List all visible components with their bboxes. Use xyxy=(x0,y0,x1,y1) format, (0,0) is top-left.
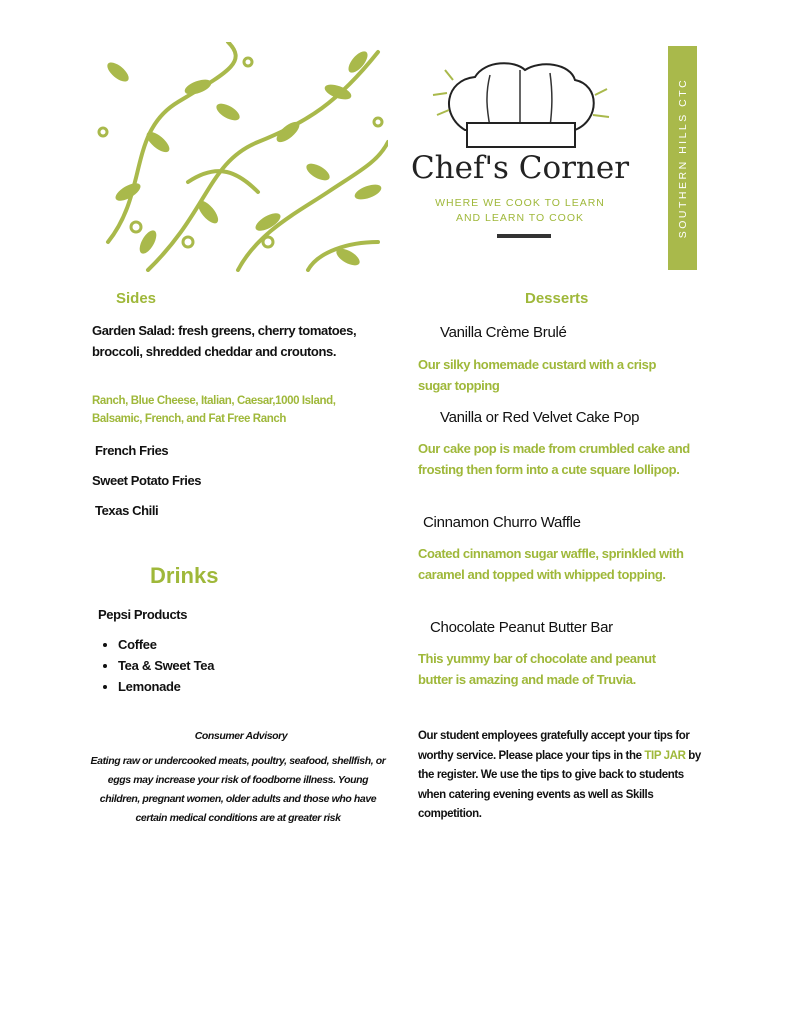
dressings-list: Ranch, Blue Cheese, Italian, Caesar,1000 Island, Balsamic, French, and Fat Free Ranch xyxy=(92,395,336,425)
dessert-description: Our silky homemade custard with a crisp sugar topping xyxy=(418,357,656,393)
side-banner-text: SOUTHERN HILLS CTC xyxy=(676,77,689,239)
dessert-name: Vanilla or Red Velvet Cake Pop xyxy=(440,409,640,426)
drink-item: • Lemonade xyxy=(118,676,214,697)
dessert-name: Vanilla Crème Brulé xyxy=(440,324,567,341)
tagline-line-1: WHERE WE COOK TO LEARN xyxy=(435,197,605,209)
side-item: Sweet Potato Fries xyxy=(92,473,202,488)
chef-hat-icon xyxy=(425,55,615,155)
desserts-heading: Desserts xyxy=(525,290,589,307)
dessert-description: This yummy bar of chocolate and peanut butter is amazing and made of Truvia. xyxy=(418,651,656,687)
drink-item: • Coffee xyxy=(118,634,214,655)
advisory-title: Consumer Advisory xyxy=(194,730,288,742)
side-banner xyxy=(668,46,697,270)
sides-heading: Sides xyxy=(116,290,157,307)
side-item: Texas Chili xyxy=(95,503,159,518)
drink-item: • Tea & Sweet Tea xyxy=(118,655,214,676)
dessert-name: Chocolate Peanut Butter Bar xyxy=(430,619,613,636)
tips-note xyxy=(418,727,703,825)
logo-title: Chef's Corner xyxy=(410,150,630,186)
salad-description: Garden Salad: fresh greens, cherry tomatoes, broccoli, shredded cheddar and croutons. xyxy=(92,323,357,359)
dessert-description: Our cake pop is made from crumbled cake and frosting then form into a cute square lollipop. xyxy=(418,441,690,477)
vine-illustration xyxy=(88,42,388,272)
tips-text: Our student employees gratefully accept your tips for worthy service. Please place your tips in the xyxy=(418,730,690,762)
drinks-subheading: Pepsi Products xyxy=(98,607,188,622)
advisory-text: Eating raw or undercooked meats, poultry, seafood, shellfish, or eggs may increase your risk of foodborne illness. Young children, pregnant women, older adults and those who have certain medical conditions are at greater risk xyxy=(90,755,386,824)
logo-divider xyxy=(497,234,551,238)
tagline-line-2: AND LEARN TO COOK xyxy=(455,212,585,224)
logo-tagline xyxy=(405,196,635,226)
tips-text: by the register. We use the tips to give back to students when catering evening events as well as Skills competition. xyxy=(418,749,701,820)
dessert-name: Cinnamon Churro Waffle xyxy=(423,514,581,531)
drinks-heading: Drinks xyxy=(150,563,219,588)
dessert-description: Coated cinnamon sugar waffle, sprinkled with caramel and topped with whipped topping. xyxy=(418,546,684,582)
side-item: French Fries xyxy=(95,443,169,458)
drinks-list xyxy=(100,634,214,697)
tip-jar-highlight: TIP JAR xyxy=(644,749,686,762)
